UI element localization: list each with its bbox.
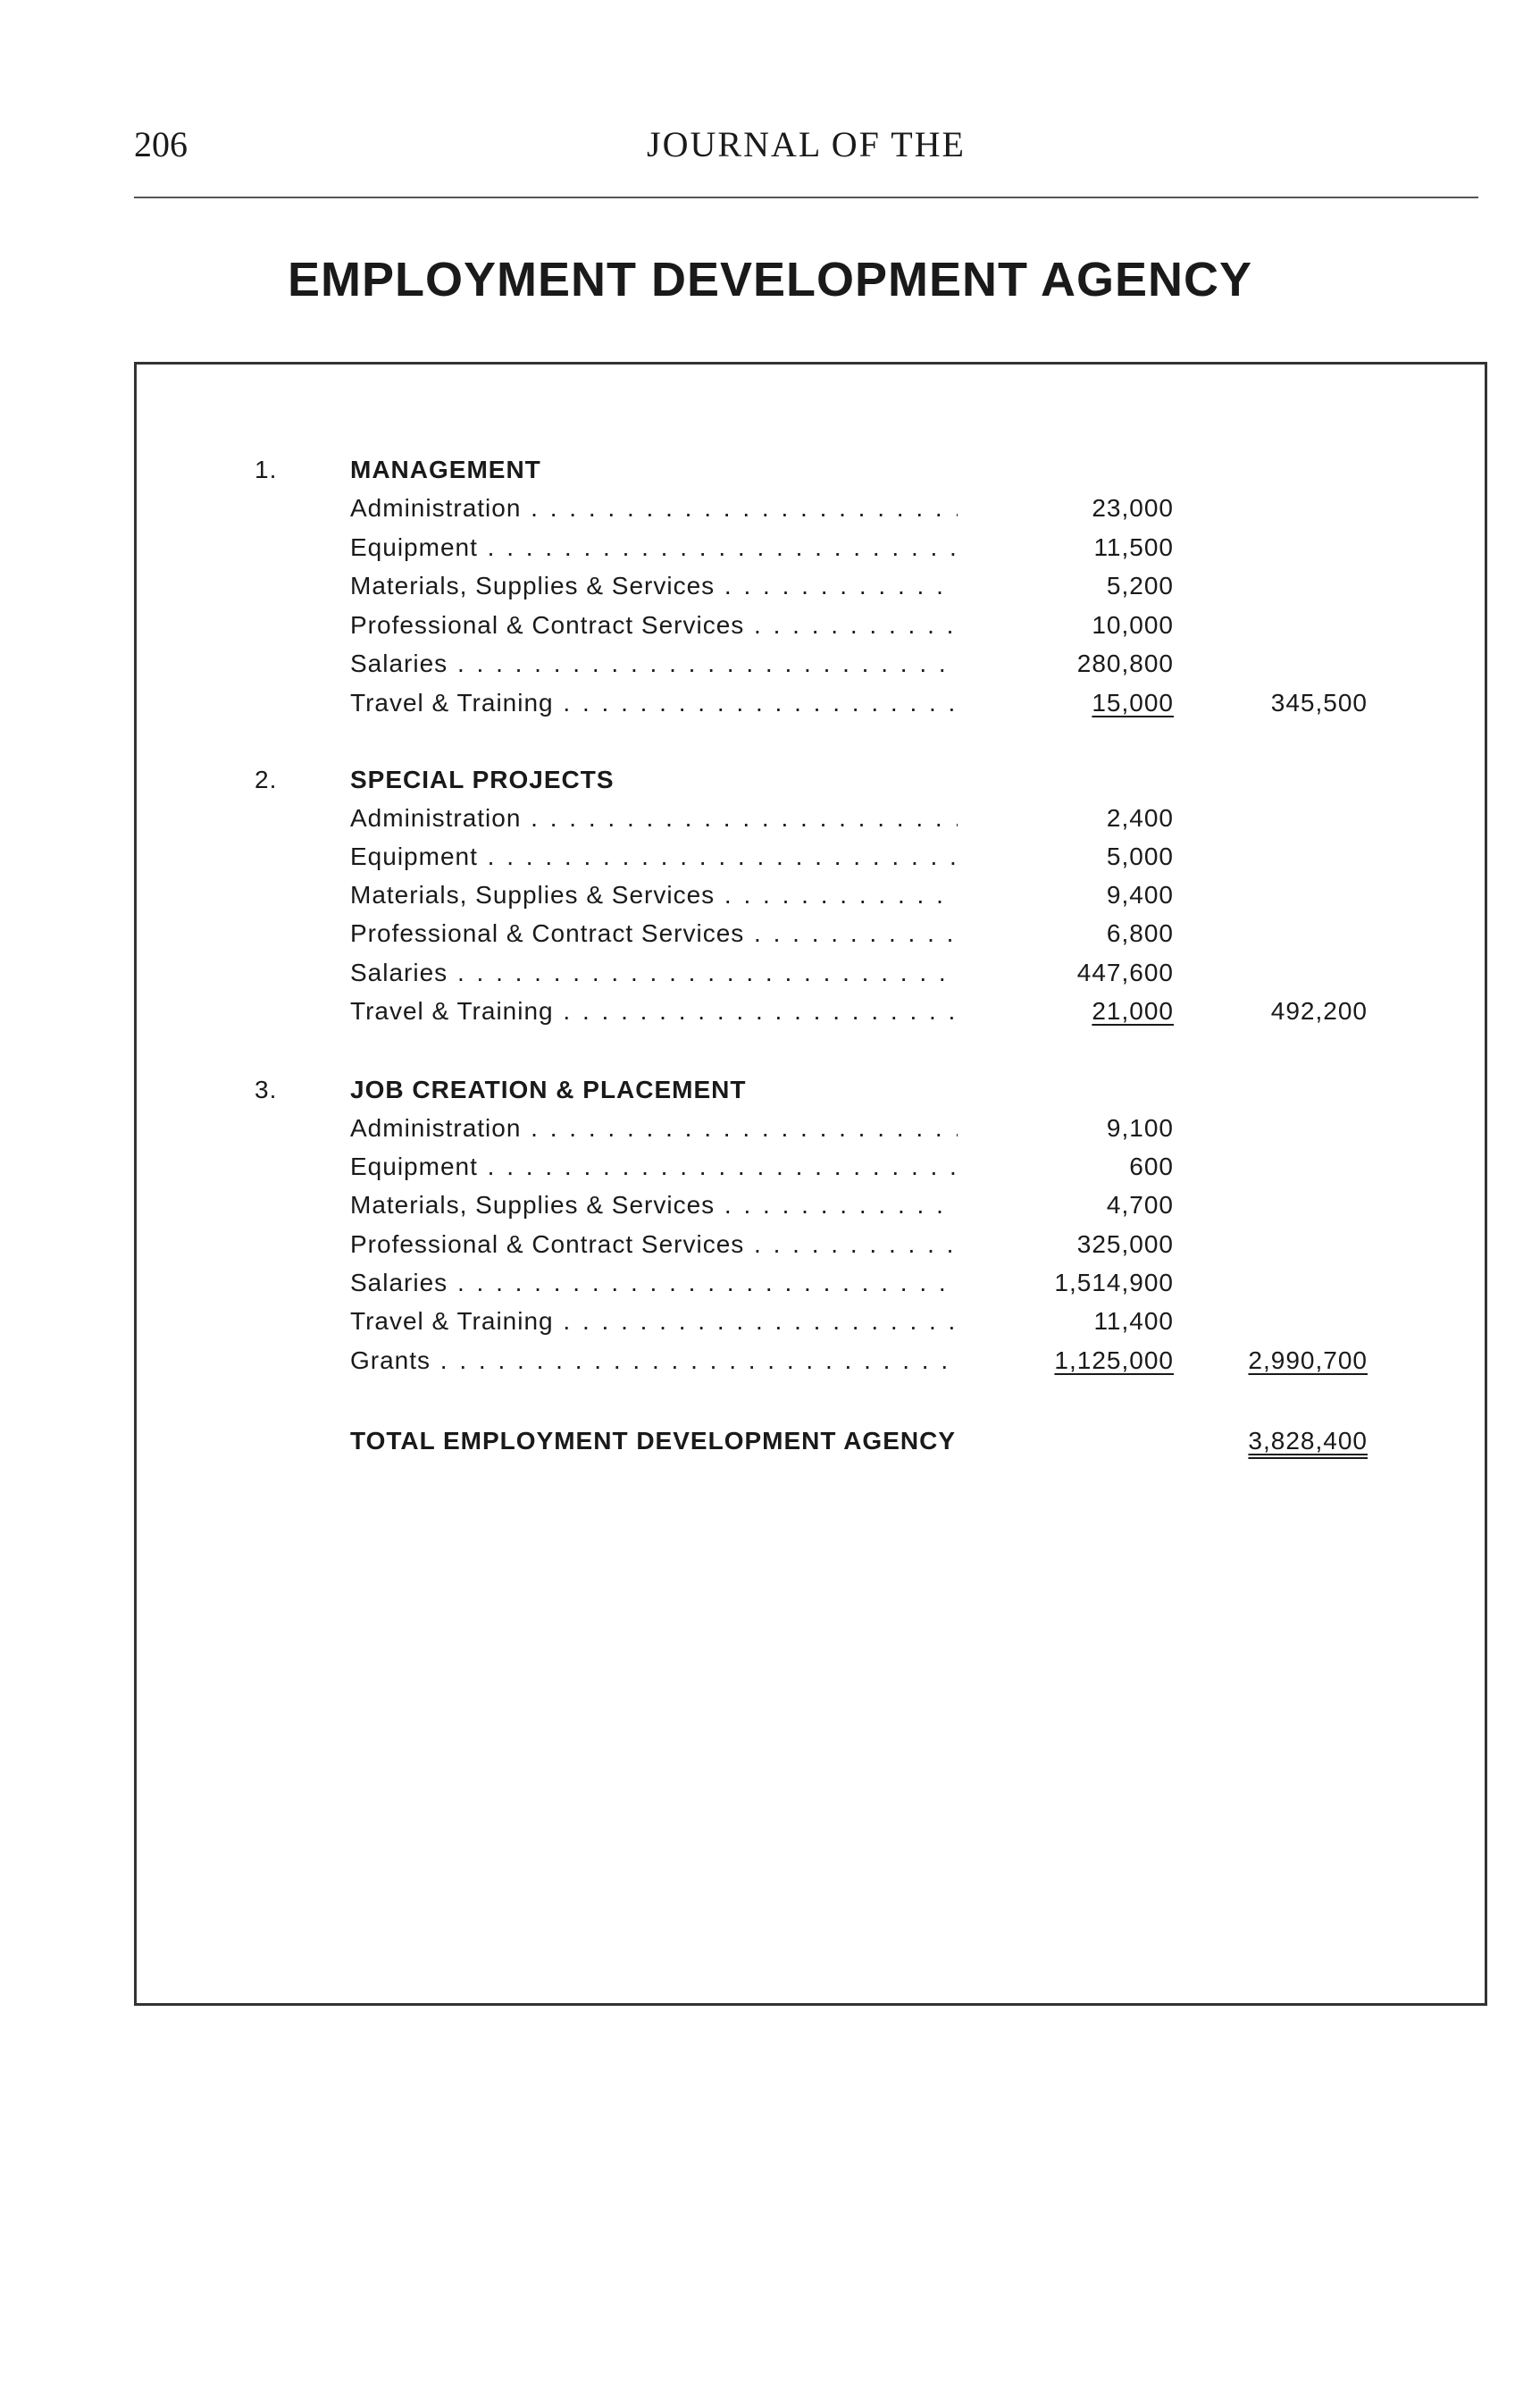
line-item	[0, 997, 1540, 1036]
line-item	[0, 959, 1540, 998]
journal-title: JOURNAL OF THE	[647, 124, 966, 164]
line-item	[0, 1114, 1540, 1153]
section-title: JOB CREATION & PLACEMENT	[350, 1076, 747, 1103]
line-item-label: Administration . . .	[350, 494, 958, 530]
line-item-amount: 23,000	[1092, 494, 1174, 522]
line-item-label: Administration . . .	[350, 1114, 958, 1150]
section-title: SPECIAL PROJECTS	[350, 766, 615, 793]
line-item-amount: 1,514,900	[1054, 1269, 1174, 1296]
line-item	[0, 1307, 1540, 1346]
line-item-label: Professional & Contract Services . . .	[350, 1230, 958, 1266]
line-item	[0, 1230, 1540, 1270]
grand-total-value: 3,828,400	[1248, 1427, 1368, 1455]
line-item	[0, 650, 1540, 689]
line-item	[0, 611, 1540, 650]
line-item-amount: 11,400	[1093, 1307, 1174, 1335]
line-item-label: Travel & Training . . .	[350, 997, 958, 1033]
line-item-amount: 9,100	[1106, 1114, 1174, 1142]
line-item-label: Grants . . .	[350, 1346, 958, 1382]
line-item-amount: 9,400	[1106, 881, 1174, 909]
line-item-label: Materials, Supplies & Services . . .	[350, 881, 958, 917]
line-item-label: Equipment . . .	[350, 843, 958, 878]
line-item-amount: 2,400	[1106, 804, 1174, 832]
line-item-label: Travel & Training . . .	[350, 1307, 958, 1343]
section-subtotal: 492,200	[1270, 997, 1368, 1025]
line-item-amount: 11,500	[1093, 533, 1174, 561]
page-header	[134, 123, 1478, 168]
line-item-amount: 10,000	[1092, 611, 1174, 639]
line-item	[0, 689, 1540, 728]
line-item-amount: 21,000	[1092, 997, 1174, 1025]
section-number: 2.	[255, 766, 278, 793]
page-number: 206	[134, 124, 188, 164]
line-item-amount: 5,200	[1106, 572, 1174, 600]
section-subtotal: 345,500	[1270, 689, 1368, 717]
section-title: MANAGEMENT	[350, 456, 541, 483]
section-subtotal: 2,990,700	[1248, 1346, 1368, 1374]
line-item-amount: 4,700	[1106, 1191, 1174, 1219]
line-item	[0, 804, 1540, 843]
line-item-amount: 1,125,000	[1054, 1346, 1174, 1374]
line-item-amount: 15,000	[1092, 689, 1174, 717]
section-number: 3.	[255, 1076, 278, 1103]
line-item	[0, 1191, 1540, 1230]
line-item-label: Professional & Contract Services . . .	[350, 611, 958, 647]
line-item-label: Equipment . . .	[350, 1153, 958, 1188]
line-item	[0, 494, 1540, 533]
line-item-label: Salaries . . .	[350, 1269, 958, 1304]
line-item	[0, 533, 1540, 573]
line-item-label: Salaries . . .	[350, 650, 958, 685]
line-item-label: Materials, Supplies & Services . . .	[350, 1191, 958, 1227]
grand-total-row	[0, 1427, 1540, 1472]
line-item-amount: 600	[1129, 1153, 1174, 1180]
line-item-label: Materials, Supplies & Services . . .	[350, 572, 958, 608]
line-item	[0, 1153, 1540, 1192]
header-rule	[134, 197, 1478, 198]
line-item-label: Travel & Training . . .	[350, 689, 958, 725]
line-item-label: Salaries . . .	[350, 959, 958, 994]
page-title: EMPLOYMENT DEVELOPMENT AGENCY	[287, 253, 1253, 306]
line-item	[0, 843, 1540, 882]
line-item-amount: 447,600	[1076, 959, 1174, 986]
line-item	[0, 881, 1540, 920]
line-item-amount: 280,800	[1076, 650, 1174, 677]
line-item-label: Equipment . . .	[350, 533, 958, 569]
section-number: 1.	[255, 456, 278, 483]
line-item-amount: 5,000	[1106, 843, 1174, 870]
grand-total-label: TOTAL EMPLOYMENT DEVELOPMENT AGENCY	[350, 1427, 957, 1455]
line-item-label: Professional & Contract Services . . .	[350, 919, 958, 955]
line-item	[0, 572, 1540, 611]
line-item	[0, 1346, 1540, 1386]
line-item	[0, 1269, 1540, 1308]
line-item-amount: 325,000	[1076, 1230, 1174, 1258]
line-item-amount: 6,800	[1106, 919, 1174, 947]
line-item	[0, 919, 1540, 959]
line-item-label: Administration . . .	[350, 804, 958, 840]
